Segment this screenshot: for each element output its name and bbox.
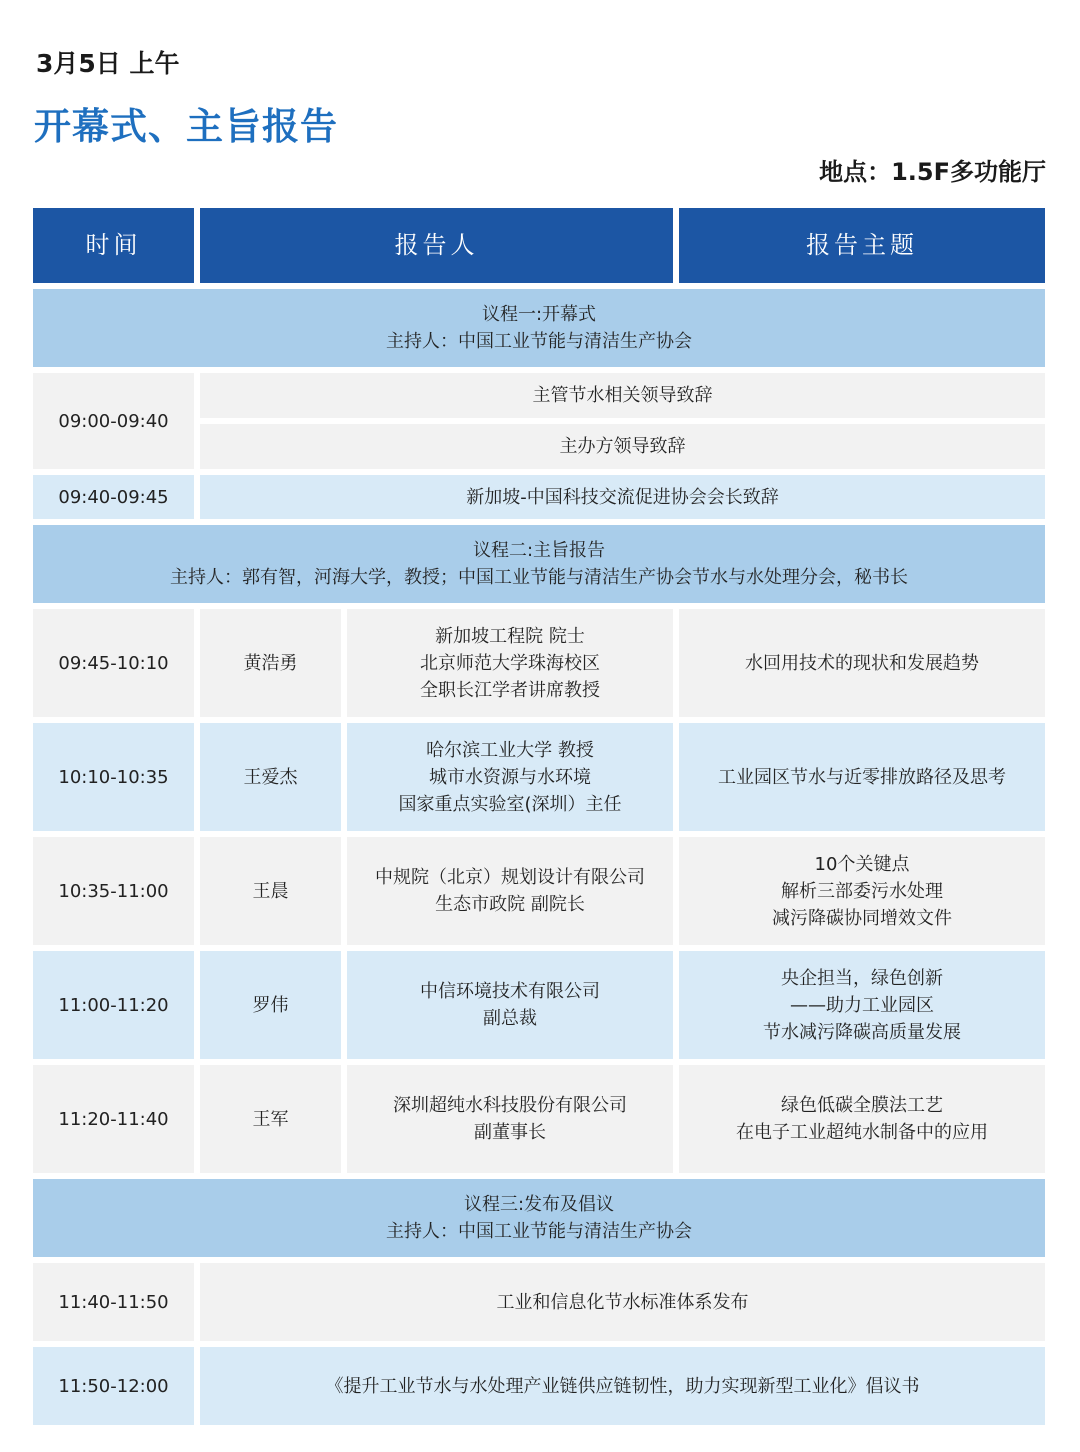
session-3-band — [33, 1179, 1045, 1257]
session-band — [33, 525, 1045, 603]
header-speaker: 报告人 — [200, 208, 673, 283]
table-row — [33, 951, 1045, 1059]
speaker-cell: 罗伟 — [200, 951, 341, 1059]
speaker-cell: 黄浩勇 — [200, 609, 341, 717]
time-cell: 09:45-10:10 — [33, 609, 194, 717]
topic-line: 水回用技术的现状和发展趋势 — [745, 652, 979, 674]
session-name: 议程二:主旨报告 — [472, 540, 606, 561]
topic-line: 解析三部委污水处理 — [781, 880, 943, 902]
affiliation-line: 北京师范大学珠海校区 — [420, 652, 600, 674]
table-row — [33, 373, 1045, 469]
session-date: 3月5日 上午 — [36, 49, 180, 78]
venue-label: 地点：1.5F多功能厅 — [819, 158, 1046, 186]
speaker-cell: 王爱杰 — [200, 723, 341, 831]
topic-line: 减污降碳协同增效文件 — [772, 907, 952, 929]
header-topic: 报告主题 — [679, 208, 1045, 283]
items-stack — [200, 373, 1045, 469]
page-title: 开幕式、主旨报告 — [34, 105, 338, 148]
affiliation-line: 国家重点实验室(深圳）主任 — [398, 793, 622, 815]
session-band — [33, 1179, 1045, 1257]
affiliation-line: 副董事长 — [474, 1122, 546, 1143]
time-cell: 10:10-10:35 — [33, 723, 194, 831]
topic-line: 节水减污降碳高质量发展 — [763, 1021, 961, 1043]
item-cell: 主办方领导致辞 — [200, 424, 1045, 469]
time-cell: 11:00-11:20 — [33, 951, 194, 1059]
affiliation-line: 新加坡工程院 院士 — [435, 625, 585, 647]
table-row — [33, 837, 1045, 945]
agenda-table — [33, 208, 1045, 1431]
affiliation-line: 中信环境技术有限公司 — [420, 981, 600, 1002]
session-1-band — [33, 289, 1045, 367]
time-cell: 11:50-12:00 — [33, 1347, 194, 1425]
affiliation-cell — [347, 837, 673, 945]
topic-line: 工业园区节水与近零排放路径及思考 — [718, 766, 1006, 788]
table-header — [33, 208, 1045, 283]
table-row — [33, 1263, 1045, 1341]
item-cell: 新加坡-中国科技交流促进协会会长致辞 — [200, 475, 1045, 519]
time-cell: 11:40-11:50 — [33, 1263, 194, 1341]
affiliation-line: 哈尔滨工业大学 教授 — [426, 739, 594, 761]
speaker-cell: 王军 — [200, 1065, 341, 1173]
topic-line: 绿色低碳全膜法工艺 — [781, 1095, 943, 1116]
table-row — [33, 723, 1045, 831]
affiliation-line: 生态市政院 副院长 — [435, 894, 585, 915]
topic-cell — [679, 951, 1045, 1059]
session-host: 主持人：中国工业节能与清洁生产协会 — [386, 1221, 692, 1242]
topic-line: 在电子工业超纯水制备中的应用 — [736, 1122, 988, 1143]
affiliation-line: 城市水资源与水环境 — [429, 766, 591, 788]
item-cell: 工业和信息化节水标准体系发布 — [200, 1263, 1045, 1341]
topic-line: ——助力工业园区 — [790, 994, 934, 1016]
time-cell: 09:00-09:40 — [33, 373, 194, 469]
affiliation-cell — [347, 723, 673, 831]
session-host: 主持人：中国工业节能与清洁生产协会 — [386, 331, 692, 352]
table-row — [33, 609, 1045, 717]
affiliation-cell — [347, 951, 673, 1059]
session-host: 主持人：郭有智，河海大学，教授；中国工业节能与清洁生产协会节水与水处理分会，秘书长 — [170, 567, 908, 588]
session-name: 议程一:开幕式 — [481, 304, 597, 325]
time-cell: 09:40-09:45 — [33, 475, 194, 519]
topic-line: 10个关键点 — [814, 853, 910, 875]
topic-cell — [679, 609, 1045, 717]
affiliation-line: 全职长江学者讲席教授 — [420, 679, 600, 701]
affiliation-cell — [347, 609, 673, 717]
header-time: 时间 — [33, 208, 194, 283]
item-cell: 主管节水相关领导致辞 — [200, 373, 1045, 418]
table-row — [33, 1347, 1045, 1425]
topic-cell — [679, 837, 1045, 945]
time-cell: 10:35-11:00 — [33, 837, 194, 945]
time-cell: 11:20-11:40 — [33, 1065, 194, 1173]
topic-cell — [679, 1065, 1045, 1173]
session-name: 议程三:发布及倡议 — [463, 1194, 615, 1215]
table-row — [33, 475, 1045, 519]
session-2-band — [33, 525, 1045, 603]
affiliation-cell — [347, 1065, 673, 1173]
topic-cell — [679, 723, 1045, 831]
affiliation-line: 深圳超纯水科技股份有限公司 — [393, 1095, 627, 1116]
affiliation-line: 中规院（北京）规划设计有限公司 — [375, 867, 645, 888]
table-row — [33, 1065, 1045, 1173]
affiliation-line: 副总裁 — [483, 1008, 537, 1029]
item-cell: 《提升工业节水与水处理产业链供应链韧性，助力实现新型工业化》倡议书 — [200, 1347, 1045, 1425]
session-band — [33, 289, 1045, 367]
topic-line: 央企担当，绿色创新 — [781, 967, 943, 989]
speaker-cell: 王晨 — [200, 837, 341, 945]
